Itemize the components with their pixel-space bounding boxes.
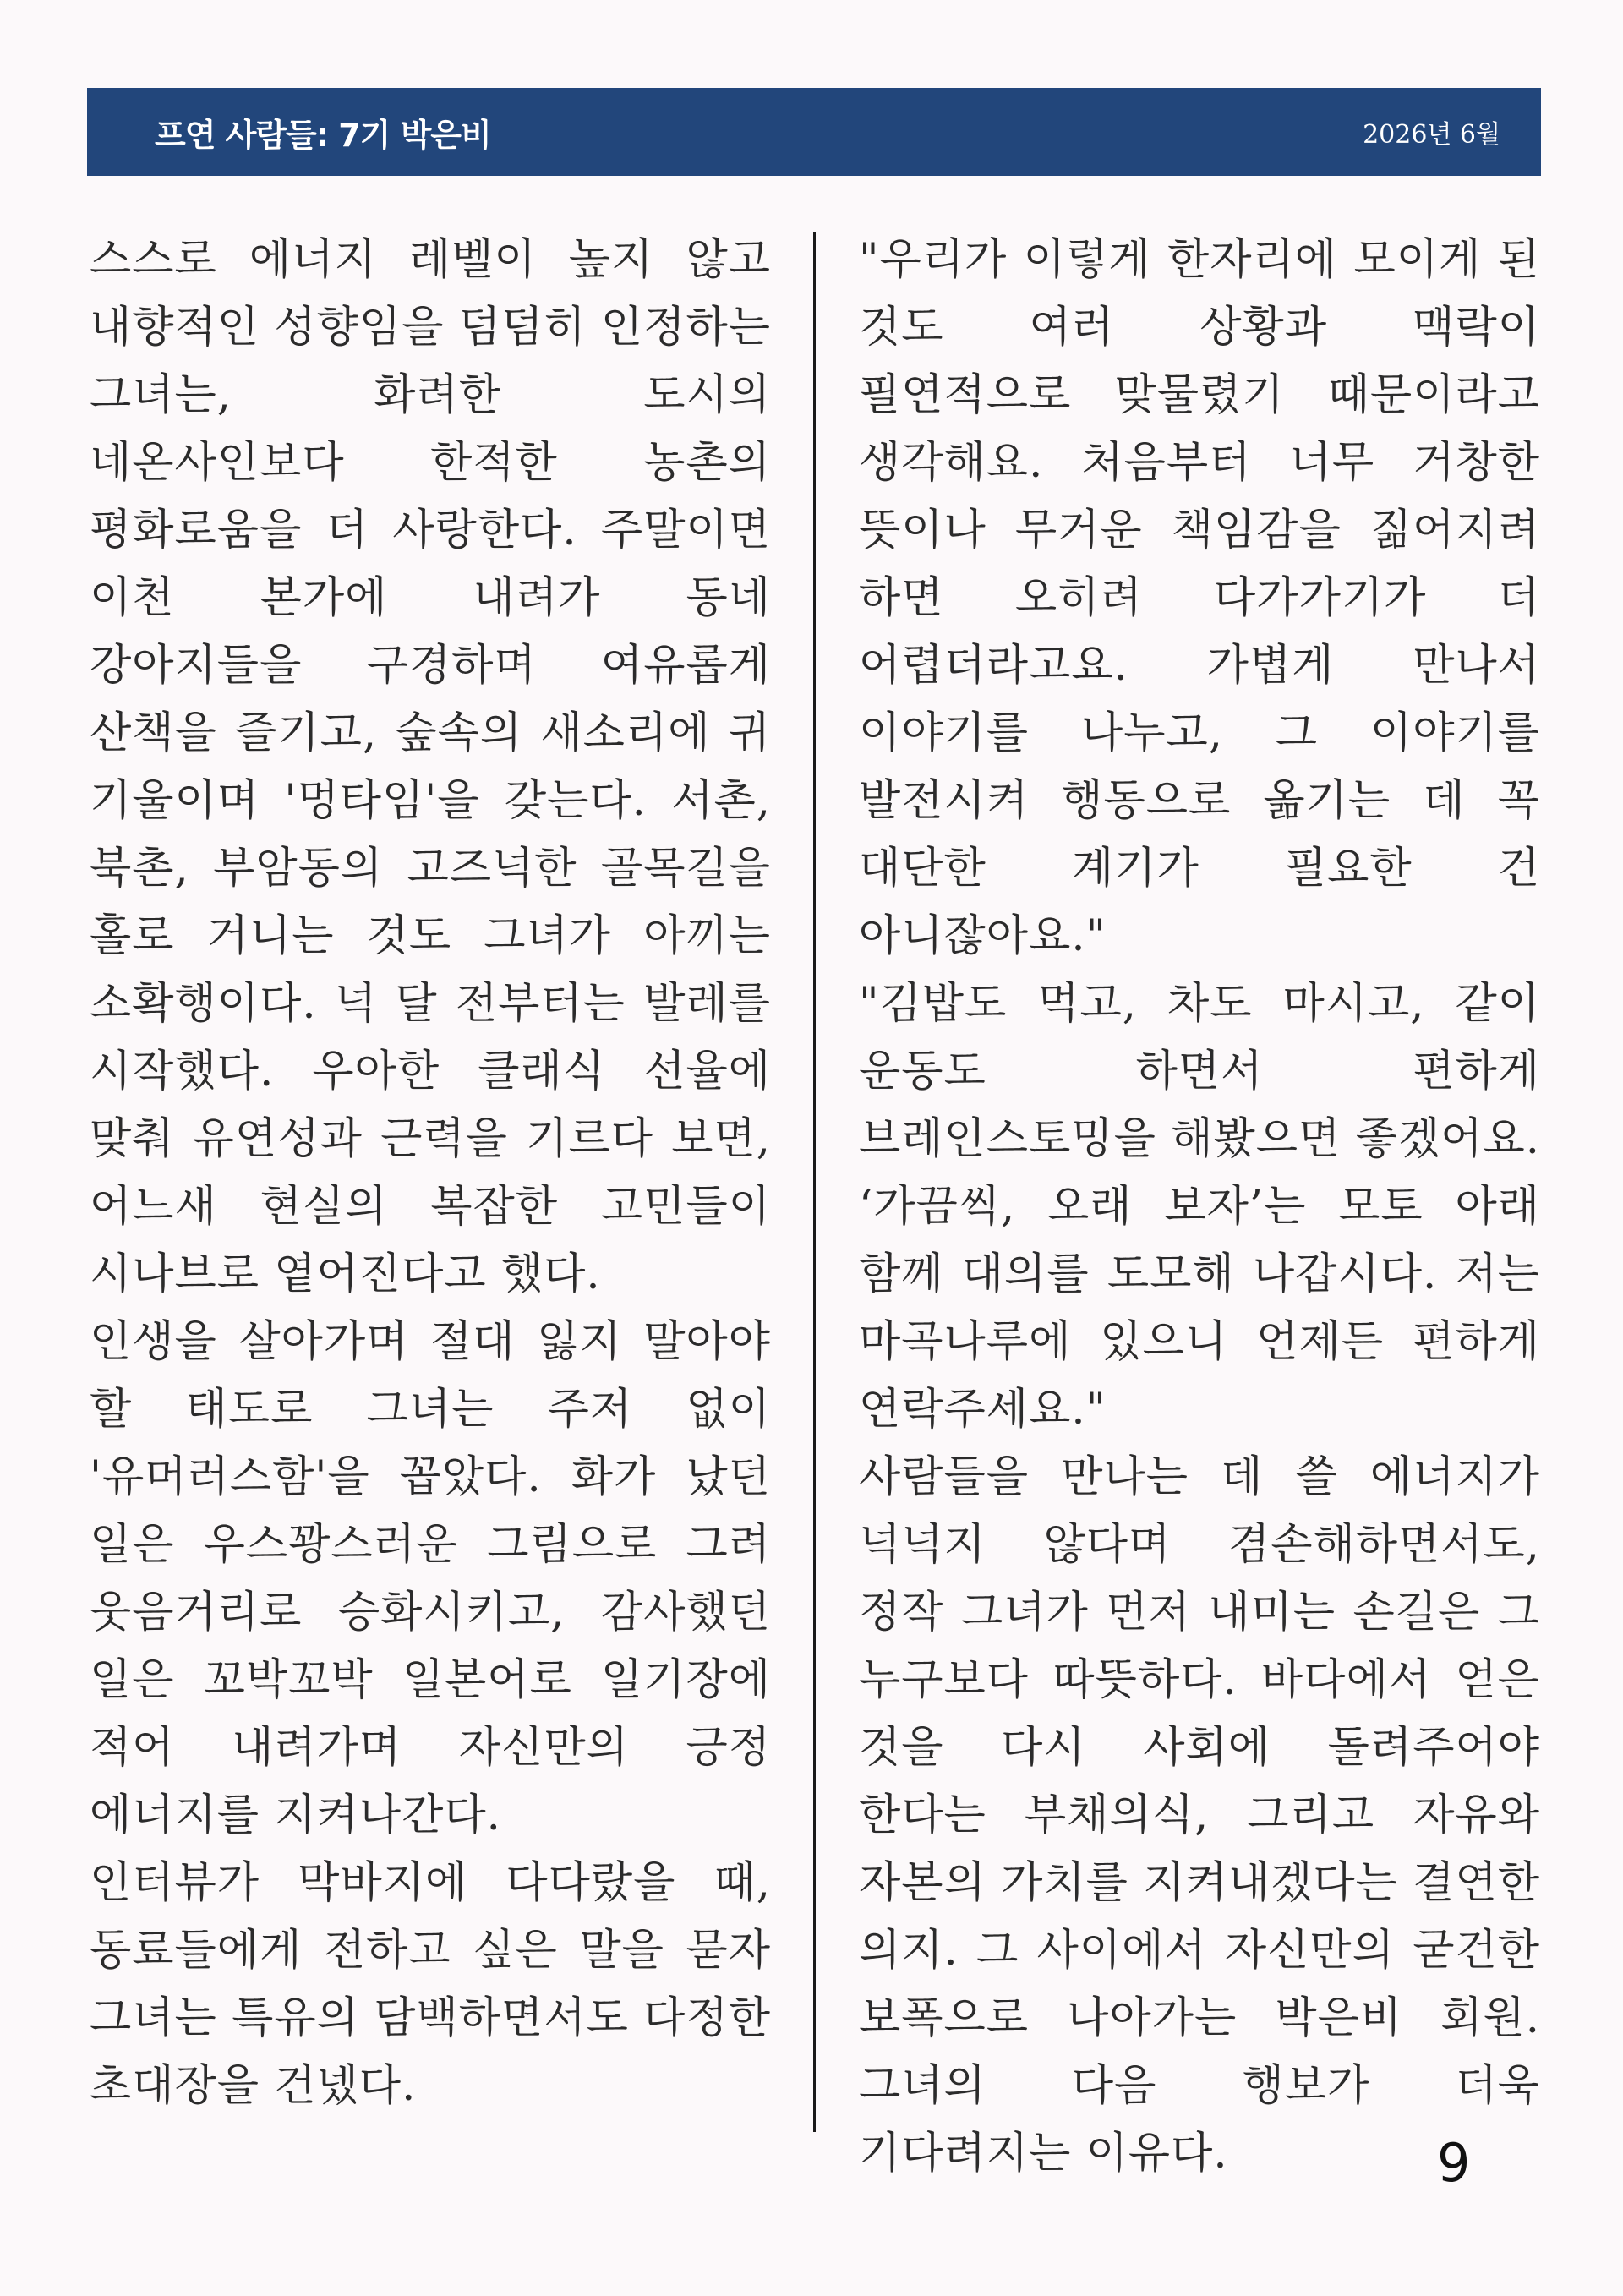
left-paragraph-1: 스스로 에너지 레벨이 높지 않고 내향적인 성향임을 덤덤히 인정하는 그녀는, 화려한 도시의 네온사인보다 한적한 농촌의 평화로움을 더 사랑한다. 주말이면 이천 본가에 내려가 동네 강아지들을 구경하며 여유롭게 산책을 즐기고, 숲속의 새소리에 귀 기울이며 '멍타임'을 갖는다. 서촌, 북촌, 부암동의 고즈넉한 골목길을 홀로 거니는 것도 그녀가 아끼는 소확행이다. 넉 달 전부터는 발레를 시작했다. 우아한 클래식 선율에 맞춰 유연성과 근력을 기르다 보면, 어느새 현실의 복잡한 고민들이 시나브로 옅어진다고 했다. xyxy=(90,235,771,1299)
left-paragraph-2: 인생을 살아가며 절대 잃지 말아야 할 태도로 그녀는 주저 없이 '유머러스함'을 꼽았다. 화가 났던 일은 우스꽝스러운 그림으로 그려 웃음거리로 승화시키고, 감사했던 일은 꼬박꼬박 일본어로 일기장에 적어 내려가며 자신만의 긍정 에너지를 지켜나간다. xyxy=(90,1317,771,1840)
right-paragraph-1: "우리가 이렇게 한자리에 모이게 된 것도 여러 상황과 맥락이 필연적으로 맞물렸기 때문이라고 생각해요. 처음부터 너무 거창한 뜻이나 무거운 책임감을 짊어지려 하면 오히려 다가가기가 더 어렵더라고요. 가볍게 만나서 이야기를 나누고, 그 이야기를 발전시켜 행동으로 옮기는 데 꼭 대단한 계기가 필요한 건 아니잖아요." xyxy=(859,235,1540,961)
left-paragraph-3: 인터뷰가 막바지에 다다랐을 때, 동료들에게 전하고 싶은 말을 묻자 그녀는 특유의 담백하면서도 다정한 초대장을 건넸다. xyxy=(90,1858,771,2111)
header-bar xyxy=(87,88,1541,176)
right-paragraph-2: "김밥도 먹고, 차도 마시고, 같이 운동도 하면서 편하게 브레인스토밍을 해봤으면 좋겠어요. ‘가끔씩, 오래 보자’는 모토 아래 함께 대의를 도모해 나갑시다. 저는 마곡나루에 있으니 언제든 편하게 연락주세요." xyxy=(859,979,1540,1435)
header-title: 프연 사람들: 7기 박은비 xyxy=(155,116,491,154)
right-column xyxy=(859,227,1540,2188)
right-paragraph-3: 사람들을 만나는 데 쓸 에너지가 넉넉지 않다며 겸손해하면서도, 정작 그녀가 먼저 내미는 손길은 그 누구보다 따뜻하다. 바다에서 얻은 것을 다시 사회에 돌려주어야 한다는 부채의식, 그리고 자유와 자본의 가치를 지켜내겠다는 결연한 의지. 그 사이에서 자신만의 굳건한 보폭으로 나아가는 박은비 회원. 그녀의 다음 행보가 더욱 기다려지는 이유다. xyxy=(859,1452,1540,2178)
header-date: 2026년 6월 xyxy=(1363,120,1500,150)
page-number: 9 xyxy=(1437,2132,1471,2194)
left-column xyxy=(90,227,771,2120)
column-divider xyxy=(813,232,816,2132)
